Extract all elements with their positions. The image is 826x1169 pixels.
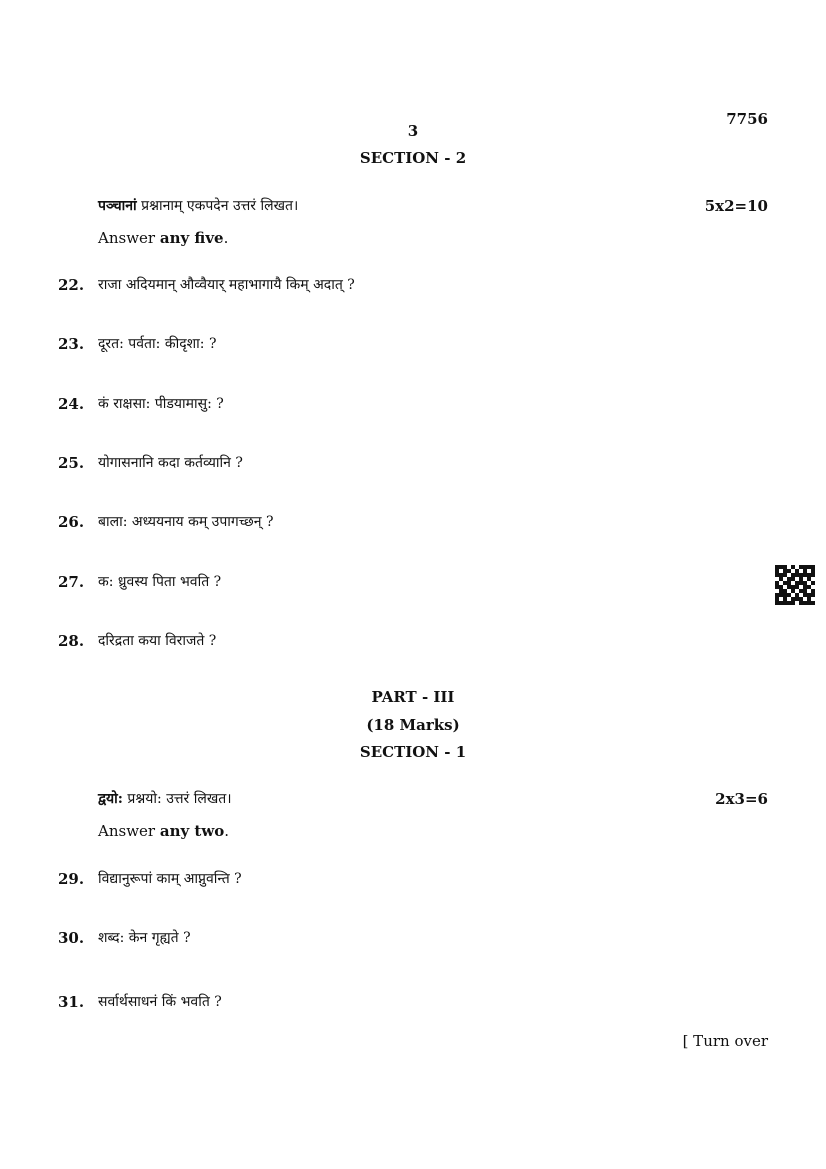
- instruction-text: प्रश्नानाम् एकपदेन उत्तरं लिखत।: [136, 198, 299, 214]
- question-number: 23.: [58, 335, 85, 353]
- question-text: कं राक्षसा: पीडयामासु: ?: [98, 396, 224, 412]
- instruction-bold: द्वयो:: [98, 791, 123, 807]
- question-text: योगासनानि कदा कर्तव्यानि ?: [98, 455, 243, 471]
- question-number: 28.: [58, 632, 85, 650]
- answer-prefix: Answer: [98, 229, 160, 247]
- question-text: सर्वार्थसाधनं किं भवति ?: [98, 994, 222, 1010]
- part-3-section-heading: SECTION - 1: [359, 743, 467, 761]
- answer-suffix: .: [223, 229, 229, 247]
- part-3-marks-heading: (18 Marks): [366, 716, 460, 734]
- question-text: विद्यानुरूपां काम् आप्नुवन्ति ?: [98, 871, 242, 887]
- question-number: 24.: [58, 395, 85, 413]
- page-number: 3: [407, 122, 419, 140]
- answer-bold: any two: [159, 822, 225, 840]
- question-number: 31.: [58, 993, 85, 1011]
- part-3-answer-note: [98, 822, 229, 840]
- turn-over-note: [ Turn over: [682, 1032, 768, 1050]
- question-number: 22.: [58, 276, 85, 294]
- question-number: 29.: [58, 870, 85, 888]
- answer-prefix: Answer: [98, 822, 160, 840]
- question-text: शब्द: केन गृह्यते ?: [98, 930, 191, 946]
- answer-bold: any five: [159, 229, 224, 247]
- question-number: 26.: [58, 513, 85, 531]
- answer-suffix: .: [224, 822, 230, 840]
- question-text: बाला: अध्ययनाय कम् उपागच्छन् ?: [98, 514, 274, 530]
- section-2-instruction: [98, 196, 298, 215]
- question-number: 30.: [58, 929, 85, 947]
- question-text: क: ध्रुवस्य पिता भवति ?: [98, 574, 222, 590]
- question-number: 27.: [58, 573, 85, 591]
- part-3-marks: 2x3=6: [715, 790, 768, 808]
- section-2-heading: SECTION - 2: [359, 149, 467, 167]
- question-number: 25.: [58, 454, 85, 472]
- instruction-bold: पञ्चानां: [98, 198, 137, 214]
- question-text: राजा अदियमान् औव्वैयार् महाभागायै किम् अदात् ?: [98, 277, 355, 293]
- question-text: दरिद्रता कया विराजते ?: [98, 633, 217, 649]
- part-3-instruction: [98, 789, 232, 808]
- instruction-text: प्रश्नयो: उत्तरं लिखत।: [122, 791, 232, 807]
- section-2-marks: 5x2=10: [704, 197, 768, 215]
- part-3-heading: PART - III: [371, 688, 455, 706]
- question-text: दूरत: पर्वता: कीदृशा: ?: [98, 336, 217, 352]
- paper-code: 7756: [726, 110, 768, 128]
- section-2-answer-note: [98, 229, 228, 247]
- qr-code-icon: [775, 565, 815, 605]
